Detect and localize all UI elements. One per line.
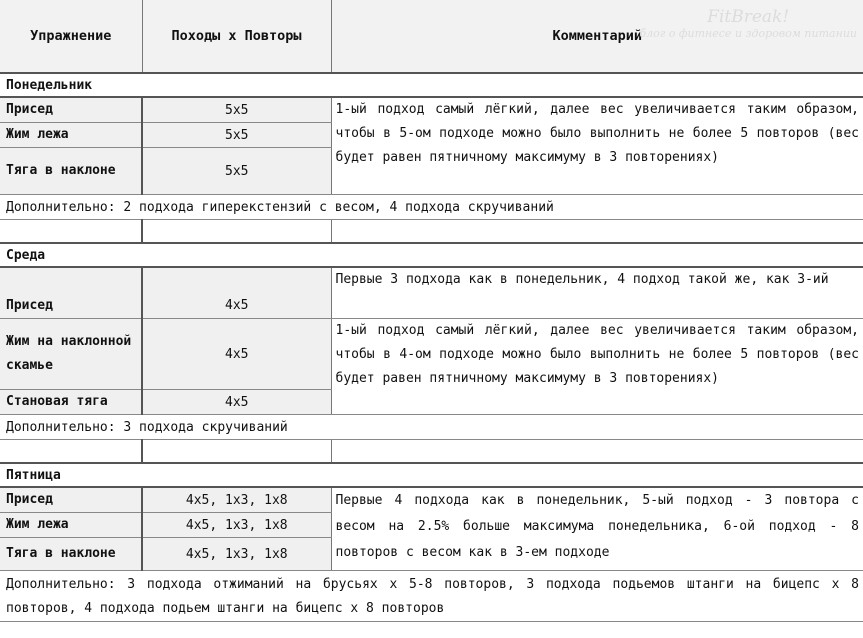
extra-row: [0, 415, 863, 440]
exercise-name: Становая тяга: [0, 390, 142, 415]
day-header-friday: [0, 463, 863, 487]
exercise-name: Присед: [0, 487, 142, 513]
table-row: [0, 319, 863, 390]
day-title: Понедельник: [0, 73, 863, 97]
header-comment: [331, 0, 863, 73]
day-title: Пятница: [0, 463, 863, 487]
spacer-row: [0, 220, 863, 244]
header-row: [0, 0, 863, 73]
extra-text: Дополнительно: 3 подхода отжиманий на брусьях х 5-8 повторов, 3 подхода подьемов штанги на бицепс х 8 повторов, 4 подхода подьем штанги на бицепс х 8 повторов: [0, 571, 863, 622]
exercise-sets: 5x5: [142, 97, 331, 123]
exercise-name: Жим лежа: [0, 123, 142, 148]
extra-text: Дополнительно: 2 подхода гиперекстензий с весом, 4 подхода скручиваний: [0, 195, 863, 220]
exercise-sets: 4x5, 1x3, 1x8: [142, 513, 331, 538]
day-header-wednesday: [0, 243, 863, 267]
exercise-name: Присед: [0, 97, 142, 123]
watermark-subtitle: блог о фитнесе и здоровом питании: [639, 26, 857, 40]
exercise-comment: 1-ый подход самый лёгкий, далее вес увеличивается таким образом, чтобы в 5-ом подходе можно было выполнить не более 5 повторов (вес будет равен пятничному максимуму в 3 повторениях): [331, 97, 863, 195]
table-row: [0, 267, 863, 319]
exercise-sets: 4x5: [142, 267, 331, 319]
exercise-sets: 4x5, 1x3, 1x8: [142, 538, 331, 571]
extra-text: Дополнительно: 3 подхода скручиваний: [0, 415, 863, 440]
exercise-name: Тяга в наклоне: [0, 148, 142, 195]
exercise-sets: 4x5: [142, 319, 331, 390]
day-title: Среда: [0, 243, 863, 267]
extra-row: [0, 195, 863, 220]
header-sets: Походы х Повторы: [142, 0, 331, 73]
exercise-name: Жим лежа: [0, 513, 142, 538]
table-row: [0, 487, 863, 513]
exercise-name: Жим на наклонной скамье: [0, 319, 142, 390]
header-comment-label: Комментарий: [552, 28, 642, 44]
exercise-sets: 4x5: [142, 390, 331, 415]
exercise-sets: 5x5: [142, 148, 331, 195]
exercise-name: Присед: [0, 267, 142, 319]
spacer-row: [0, 440, 863, 464]
exercise-sets: 4x5, 1x3, 1x8: [142, 487, 331, 513]
exercise-comment: 1-ый подход самый лёгкий, далее вес увеличивается таким образом, чтобы в 4-ом подходе можно было выполнить не более 5 повторов (вес будет равен пятничному максимуму в 3 повторениях): [331, 319, 863, 415]
extra-row: [0, 571, 863, 622]
watermark: [639, 8, 857, 40]
header-exercise: Упражнение: [0, 0, 142, 73]
exercise-name: Тяга в наклоне: [0, 538, 142, 571]
day-header-monday: [0, 73, 863, 97]
exercise-comment: Первые 4 подхода как в понедельник, 5-ый подход - 3 повтора с весом на 2.5% больше максимума понедельника, 6-ой подход - 8 повторов с весом как в 3-ем подходе: [331, 487, 863, 571]
exercise-comment: Первые 3 подхода как в понедельник, 4 подход такой же, как 3-ий: [331, 267, 863, 319]
watermark-title: FitBreak!: [707, 7, 790, 27]
table-row: [0, 97, 863, 123]
exercise-sets: 5x5: [142, 123, 331, 148]
